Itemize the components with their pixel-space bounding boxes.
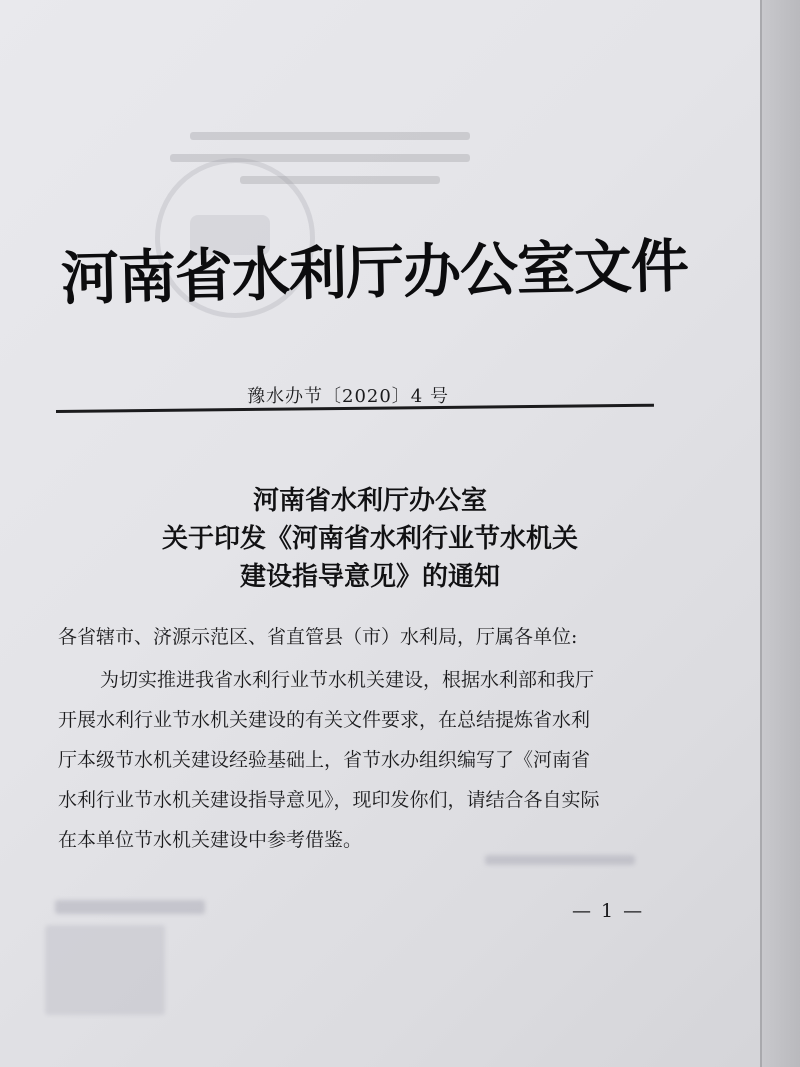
body-line: 为切实推进我省水利行业节水机关建设，根据水利部和我厅 — [100, 669, 595, 691]
show-through-bottom — [45, 880, 645, 1067]
document-header: 河南省水利厅办公室文件 — [60, 231, 689, 313]
body-line: 开展水利行业节水机关建设的有关文件要求，在总结提炼省水利 — [58, 709, 591, 731]
document-title — [110, 482, 630, 596]
page-number: — 1 — — [572, 900, 645, 922]
title-line: 河南省水利厅办公室 — [252, 486, 487, 516]
page-fold-line — [760, 0, 762, 1067]
body-line: 在本单位节水机关建设中参考借鉴。 — [58, 829, 363, 851]
document-number: 豫水办节〔2020〕4 号 — [247, 386, 449, 407]
title-line: 关于印发《河南省水利行业节水机关 — [161, 524, 578, 554]
body-line: 厅本级节水机关建设经验基础上，省节水办组织编写了《河南省 — [58, 749, 591, 771]
body-paragraph — [58, 660, 708, 860]
title-line: 建设指导意见》的通知 — [239, 562, 500, 592]
body-line: 水利行业节水机关建设指导意见》，现印发你们，请结合各自实际 — [58, 789, 600, 811]
page-edge-shadow — [760, 0, 800, 1067]
salutation: 各省辖市、济源示范区、省直管县（市）水利局，厅属各单位: — [58, 626, 578, 648]
